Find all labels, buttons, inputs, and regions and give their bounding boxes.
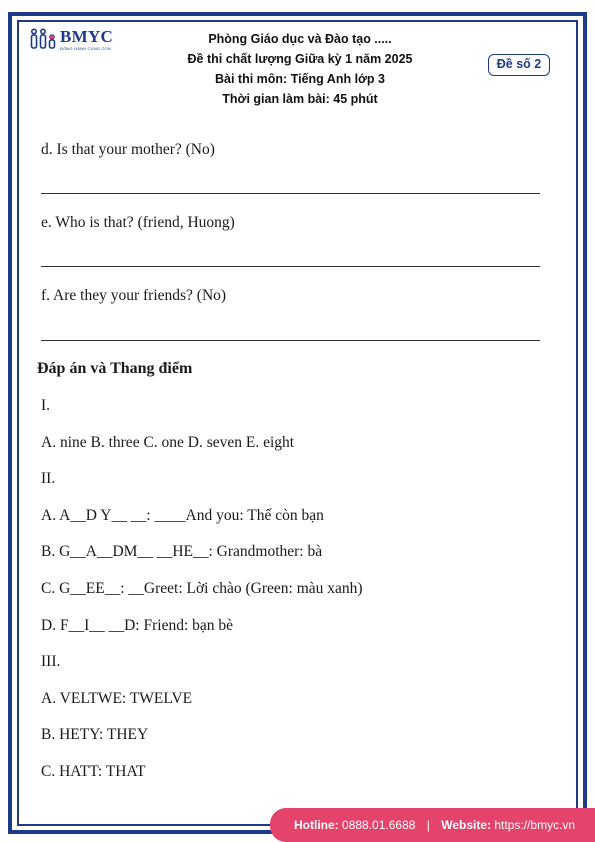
header-subject: Bài thi môn: Tiếng Anh lớp 3 (215, 72, 385, 86)
answer-key-title: Đáp án và Thang điểm (37, 360, 193, 377)
answer-line-item: C. G__EE__: __Greet: Lời chào (Green: màu xanh) (41, 580, 363, 597)
website-label: Website: (441, 818, 492, 832)
answer-line-f[interactable] (41, 340, 540, 341)
answer-line-item: A. nine B. three C. one D. seven E. eight (41, 434, 295, 451)
answer-line-item: C. HATT: THAT (41, 763, 146, 780)
question-d: d. Is that your mother? (No) (41, 141, 215, 158)
logo-tagline: ĐỒNG HÀNH CÙNG CON (60, 46, 111, 51)
website-link[interactable]: https://bmyc.vn (494, 818, 576, 832)
answer-line-e[interactable] (41, 266, 540, 267)
answer-line-item: A. A__D Y__ __: ____And you: Thế còn bạn (41, 507, 324, 524)
header-department: Phòng Giáo dục và Đào tạo ..... (208, 32, 392, 46)
question-f: f. Are they your friends? (No) (41, 287, 227, 304)
answer-line-item: D. F__I__ __D: Friend: bạn bè (41, 617, 234, 634)
header-duration: Thời gian làm bài: 45 phút (222, 92, 378, 106)
logo-name: BMYC (60, 27, 114, 46)
answer-line-d[interactable] (41, 193, 540, 194)
hotline-label: Hotline: (294, 818, 339, 832)
answer-section-3: III. (41, 653, 61, 670)
hotline-number[interactable]: 0888.01.6688 (342, 818, 416, 832)
question-e: e. Who is that? (friend, Huong) (41, 214, 235, 231)
contact-footer (270, 808, 595, 842)
answer-line-item: A. VELTWE: TWELVE (41, 690, 193, 707)
answer-section-2: II. (41, 470, 56, 487)
exam-number-badge: Đề số 2 (488, 54, 550, 76)
answer-line-item: B. HETY: THEY (41, 726, 149, 743)
footer-separator: | (426, 818, 430, 832)
answer-section-1: I. (41, 397, 51, 414)
header-exam-title: Đề thi chất lượng Giữa kỳ 1 năm 2025 (187, 52, 413, 66)
answer-line-item: B. G__A__DM__ __HE__: Grandmother: bà (41, 543, 323, 560)
